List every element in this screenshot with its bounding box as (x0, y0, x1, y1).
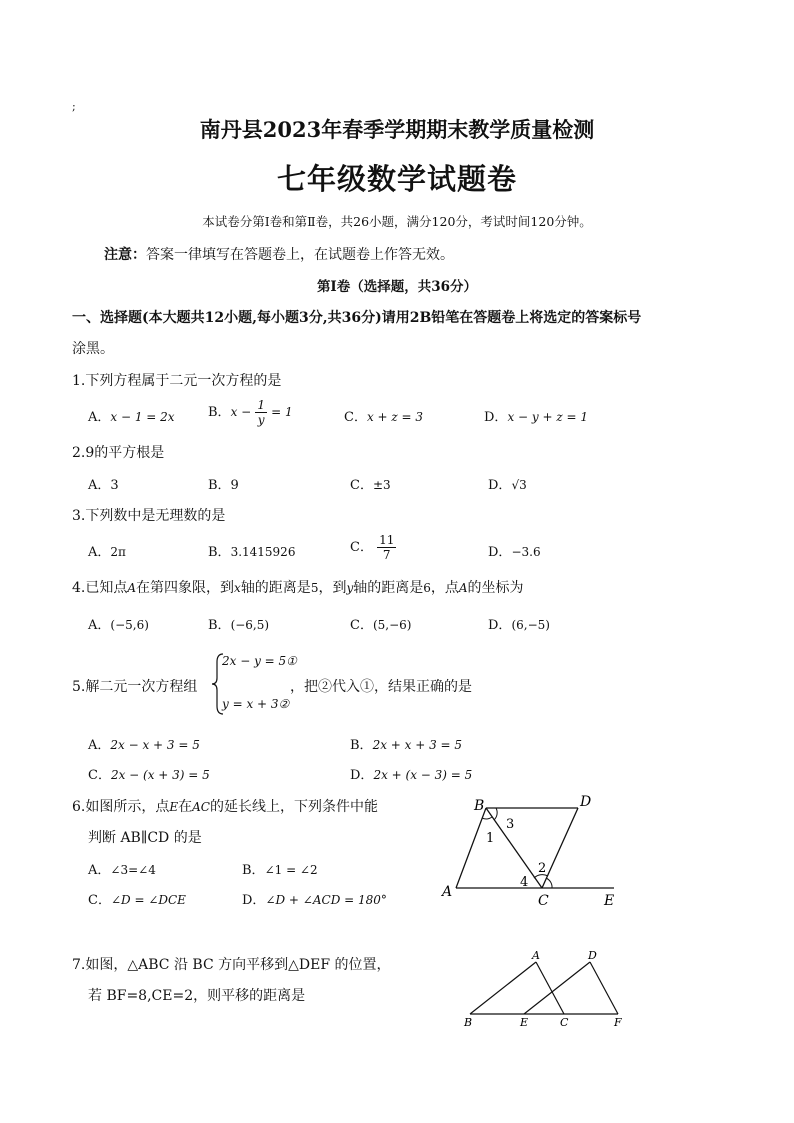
q3-b-text: 3.1415926 (230, 545, 296, 559)
q4-c-text: (5,−6) (372, 618, 412, 632)
section-heading (72, 307, 641, 327)
q7-stem-line-2: 若 BF=8,CE=2，则平移的距离是 (88, 988, 306, 1004)
q4-stem-p5: 轴的距离是 (353, 580, 424, 596)
q2-stem: 2.9的平方根是 (72, 445, 165, 461)
q6-d-text: ∠D + ∠ACD = 180° (265, 893, 387, 907)
q4-num-6: 6 (423, 581, 431, 595)
q7-segment-ac (536, 962, 564, 1014)
q4-y-var: y (346, 581, 354, 595)
q2-option-b: B．9 (208, 478, 239, 493)
q5-option-b (350, 734, 462, 753)
q1-stem: 1.下列方程属于二元一次方程的是 (72, 373, 282, 389)
q5-option-d (350, 764, 472, 783)
q4-stem-p6: ，点 (430, 580, 459, 596)
q6-stem-p1: 6.如图所示，点 (72, 799, 170, 815)
q5-stem-post: ，把②代入①，结果正确的是 (290, 679, 472, 695)
q3-c-fraction (377, 533, 396, 562)
q6-stem-p3: 的延长线上，下列条件中能 (209, 799, 378, 815)
q5-stem-pre: 5.解二元一次方程组 (72, 679, 198, 695)
q3-b-label: B． (208, 545, 231, 560)
q4-d-text: (6,−5) (511, 618, 550, 632)
q6-point-e: E (169, 800, 179, 814)
q7-label-d: D (588, 949, 597, 962)
q1-option-d (484, 406, 588, 425)
q6-angle-3-arc (494, 808, 497, 820)
q6-stem-p2: 在 (178, 799, 193, 815)
q7-label-b: B (464, 1016, 473, 1029)
q6-label-a: A (442, 884, 453, 900)
q3-option-c (350, 533, 396, 562)
q4-point-a-2: A (458, 581, 468, 595)
q1-b-den: y (257, 413, 265, 427)
q6-segment-ac: AC (192, 800, 210, 814)
q7-segment-df (590, 962, 618, 1014)
q1-b-post: = 1 (271, 405, 293, 419)
q6-c-text: ∠D = ∠DCE (110, 893, 186, 907)
q7-label-e: E (520, 1016, 529, 1029)
q6-figure (436, 790, 626, 912)
volume-title: 第Ⅰ卷（选择题，共36分） (316, 279, 478, 295)
q2-d-label: D． (488, 478, 512, 493)
q4-option-c (350, 614, 411, 633)
q6-option-d (242, 889, 387, 908)
q6-label-3: 3 (506, 817, 515, 832)
notice-label: 注意： (104, 247, 146, 263)
q5-equation-1: 2x − y = 5① (222, 654, 297, 668)
q4-a-text: (−5,6) (110, 618, 149, 632)
q6-d-label: D． (242, 893, 266, 908)
q4-num-5: 5 (310, 581, 319, 595)
notice (104, 244, 454, 264)
q6-angle-1-arc (482, 817, 492, 819)
q3-option-d (488, 541, 541, 560)
q6-option-a (88, 859, 156, 878)
q6-b-text: ∠1 = ∠2 (264, 863, 318, 877)
q5-a-label: A． (88, 738, 111, 753)
q6-stem-line-1 (72, 796, 378, 816)
q6-label-d: D (580, 794, 592, 810)
q2-option-d (488, 474, 527, 493)
q4-stem (72, 577, 524, 597)
q3-c-den: 7 (382, 548, 391, 562)
q3-a-text: 2π (110, 545, 126, 559)
q1-c-text: x + z = 3 (366, 410, 424, 424)
q6-a-label: A． (88, 863, 111, 878)
q3-d-text: −3.6 (511, 545, 541, 559)
q1-d-text: x − y + z = 1 (507, 410, 588, 424)
q3-stem: 3.下列数中是无理数的是 (72, 508, 226, 524)
q3-c-num: 11 (379, 533, 395, 547)
q2-option-c (350, 474, 391, 493)
stray-mark: ; (72, 100, 76, 113)
q1-b-pre: x − (230, 405, 252, 419)
q7-label-a: A (532, 949, 540, 962)
q4-stem-p3: 轴的距离是 (240, 580, 311, 596)
q5-option-c (88, 764, 210, 783)
q5-c-label: C． (88, 768, 111, 783)
q6-stem-line-2: 判断 AB∥CD 的是 (88, 830, 202, 846)
q3-d-label: D． (488, 545, 512, 560)
q6-label-e: E (604, 893, 615, 909)
q5-equation-2: y = x + 3② (222, 697, 290, 711)
q7-segment-ab (470, 962, 536, 1014)
q1-b-fraction (255, 398, 267, 427)
paper-title: 七年级数学试题卷 (276, 162, 517, 196)
q4-b-text: (−6,5) (230, 618, 270, 632)
q4-stem-p2: 在第四象限，到 (136, 580, 235, 596)
q1-b-label: B． (208, 405, 231, 420)
q6-a-text: ∠3=∠4 (110, 863, 156, 877)
q5-d-text: 2x + (x − 3) = 5 (373, 768, 473, 782)
q1-option-a (88, 406, 175, 425)
q4-b-label: B． (208, 618, 231, 633)
q3-a-label: A． (88, 545, 111, 560)
intro-text: 本试卷分第Ⅰ卷和第Ⅱ卷，共26小题，满分120分，考试时间120分钟。 (202, 214, 592, 229)
q6-option-c (88, 889, 186, 908)
q5-b-text: 2x + x + 3 = 5 (372, 738, 463, 752)
notice-text: 答案一律填写在答题卷上，在试题卷上作答无效。 (146, 247, 454, 263)
q7-stem-line-1: 7.如图，△ABC 沿 BC 方向平移到△DEF 的位置， (72, 957, 391, 973)
q1-option-b (208, 398, 293, 427)
q6-label-1: 1 (486, 831, 495, 846)
q4-option-d (488, 614, 550, 633)
q6-angle-2-arc (546, 878, 552, 888)
q4-x-var: x (234, 581, 241, 595)
q2-c-text: ±3 (372, 478, 391, 492)
q7-label-c: C (560, 1016, 569, 1029)
q4-point-a: A (127, 581, 137, 595)
q5-option-a (88, 734, 200, 753)
q4-a-label: A． (88, 618, 111, 633)
q6-label-b: B (474, 798, 485, 814)
q3-c-label: C． (350, 540, 373, 555)
q1-b-num: 1 (257, 398, 265, 412)
q4-stem-p4: ，到 (318, 580, 347, 596)
q2-c-label: C． (350, 478, 373, 493)
q3-option-a (88, 541, 126, 560)
q4-option-b (208, 614, 269, 633)
q2-d-text: √3 (511, 478, 527, 492)
section-line-1: 一、选择题(本大题共12小题,每小题3分,共36分)请用2B铅笔在答题卷上将选定的答案标号 (72, 310, 642, 326)
q5-a-text: 2x − x + 3 = 5 (110, 738, 200, 752)
q5-b-label: B． (350, 738, 373, 753)
q6-b-label: B． (242, 863, 265, 878)
q6-option-b (242, 859, 318, 878)
q1-option-c (344, 406, 423, 425)
q1-c-label: C． (344, 410, 367, 425)
q4-d-label: D． (488, 618, 512, 633)
q6-segment-ab (456, 808, 486, 888)
section-line-2: 涂黑。 (72, 341, 114, 357)
q6-label-4: 4 (520, 875, 529, 890)
q7-segment-de (524, 962, 590, 1014)
q4-stem-p7: 的坐标为 (467, 580, 524, 596)
exam-title: 南丹县2023年春季学期期末教学质量检测 (199, 117, 595, 142)
q7-label-f: F (614, 1016, 622, 1029)
q4-stem-p1: 4.已知点 (72, 580, 128, 596)
q4-c-label: C． (350, 618, 373, 633)
q3-option-b (208, 541, 295, 560)
q1-d-label: D． (484, 410, 508, 425)
q5-c-text: 2x − (x + 3) = 5 (110, 768, 210, 782)
q5-d-label: D． (350, 768, 374, 783)
q4-option-a (88, 614, 149, 633)
q6-label-2: 2 (538, 861, 547, 876)
q6-c-label: C． (88, 893, 111, 908)
q1-a-label: A． (88, 410, 111, 425)
q7-figure (456, 948, 636, 1032)
q1-a-text: x − 1 = 2x (110, 410, 175, 424)
q2-option-a: A．3 (88, 478, 119, 493)
q6-label-c: C (538, 893, 549, 909)
